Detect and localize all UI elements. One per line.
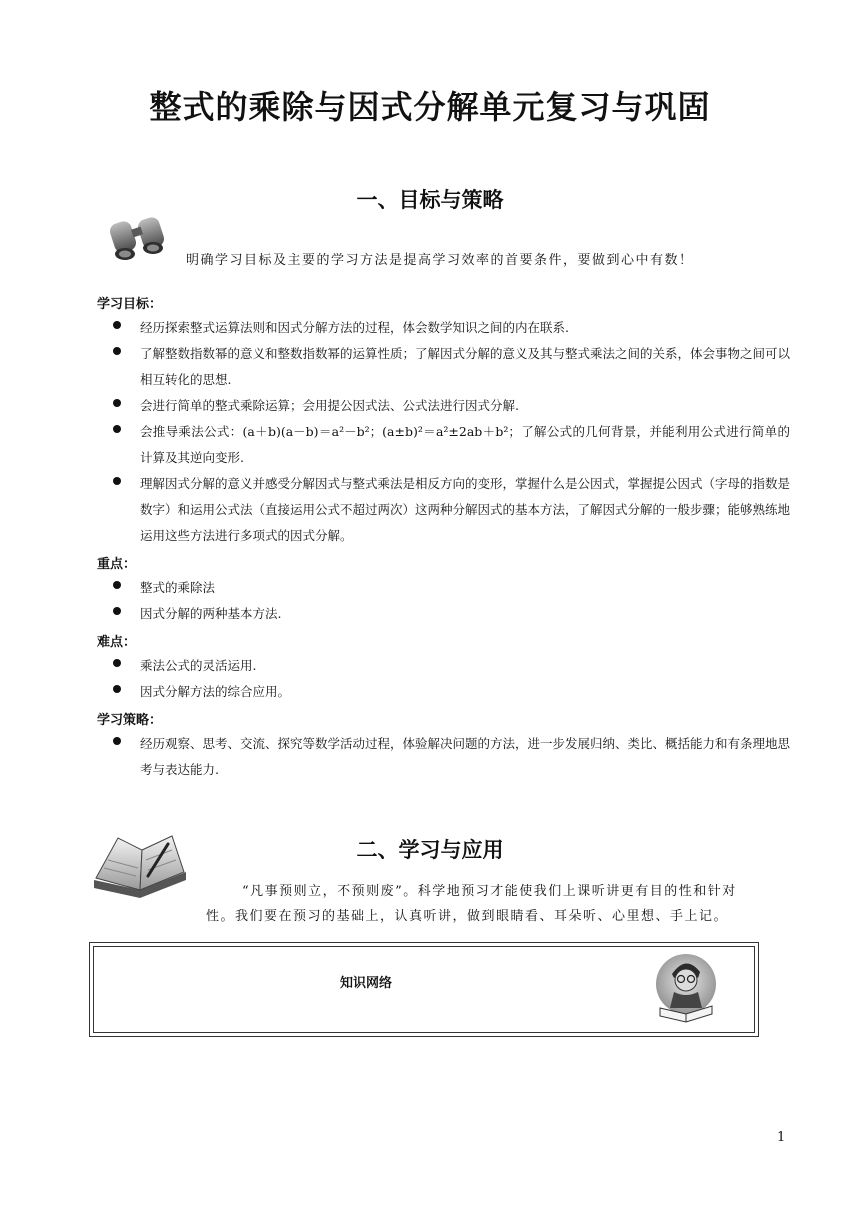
goal-text: 理解因式分解的意义并感受分解因式与整式乘法是相反方向的变形，掌握什么是公因式，掌握提公因式（字母的指数是数字）和运用公式法（直接运用公式不超过两次）这两种分解因式的基本方法，了解因式分解的一般步骤；能够熟练地运用这些方法进行多项式的因式分解。 xyxy=(140,476,791,543)
knowledge-network-label: 知识网络 xyxy=(340,976,393,991)
binoculars-icon xyxy=(108,214,170,264)
key-points-label: 重点： xyxy=(97,557,137,572)
key-point-text: 因式分解的两种基本方法. xyxy=(140,606,282,621)
difficult-point-text: 因式分解方法的综合应用。 xyxy=(140,684,291,699)
bullet-icon xyxy=(113,659,121,667)
bullet-icon xyxy=(113,581,121,589)
open-book-icon xyxy=(90,832,190,900)
goal-text: 经历探索整式运算法则和因式分解方法的过程，体会数学知识之间的内在联系. xyxy=(140,320,569,335)
difficult-points-label: 难点： xyxy=(97,635,137,650)
bullet-icon xyxy=(113,477,121,485)
motto-text: 明确学习目标及主要的学习方法是提高学习效率的首要条件，要做到心中有数！ xyxy=(186,253,694,268)
goal-text: 会推导乘法公式：(a＋b)(a－b)＝a²－b²；(a±b)²＝a²±2ab＋b²；了解公式的几何背景，并能利用公式进行简单的计算及其逆向变形. xyxy=(140,424,790,465)
student-reading-icon xyxy=(652,948,720,1028)
key-point-text: 整式的乘除法 xyxy=(140,580,216,595)
bullet-icon xyxy=(113,321,121,329)
strategy-label: 学习策略： xyxy=(97,713,163,728)
bullet-icon xyxy=(113,685,121,693)
quote-line-1: “凡事预则立，不预则废”。科学地预习才能使我们上课听讲更有目的性和针对 xyxy=(242,884,737,899)
bullet-icon xyxy=(113,607,121,615)
bullet-icon xyxy=(113,737,121,745)
bullet-icon xyxy=(113,399,121,407)
difficult-point-text: 乘法公式的灵活运用. xyxy=(140,658,257,673)
quote-line-2: 性。我们要在预习的基础上，认真听讲，做到眼睛看、耳朵听、心里想、手上记。 xyxy=(206,909,729,924)
goal-text: 会进行简单的整式乘除运算；会用提公因式法、公式法进行因式分解. xyxy=(140,398,519,413)
page-title: 整式的乘除与因式分解单元复习与巩固 xyxy=(149,88,711,126)
bullet-icon xyxy=(113,425,121,433)
goal-text: 了解整数指数幂的意义和整数指数幂的运算性质；了解因式分解的意义及其与整式乘法之间的关系，体会事物之间可以相互转化的思想. xyxy=(140,346,791,387)
strategy-text: 经历观察、思考、交流、探究等数学活动过程，体验解决问题的方法，进一步发展归纳、类比、概括能力和有条理地思考与表达能力. xyxy=(140,736,791,777)
goals-label: 学习目标： xyxy=(97,297,163,312)
page-number: 1 xyxy=(777,1130,786,1145)
section-heading-learning: 二、学习与应用 xyxy=(356,838,504,862)
section-heading-goals: 一、目标与策略 xyxy=(356,188,504,212)
bullet-icon xyxy=(113,347,121,355)
